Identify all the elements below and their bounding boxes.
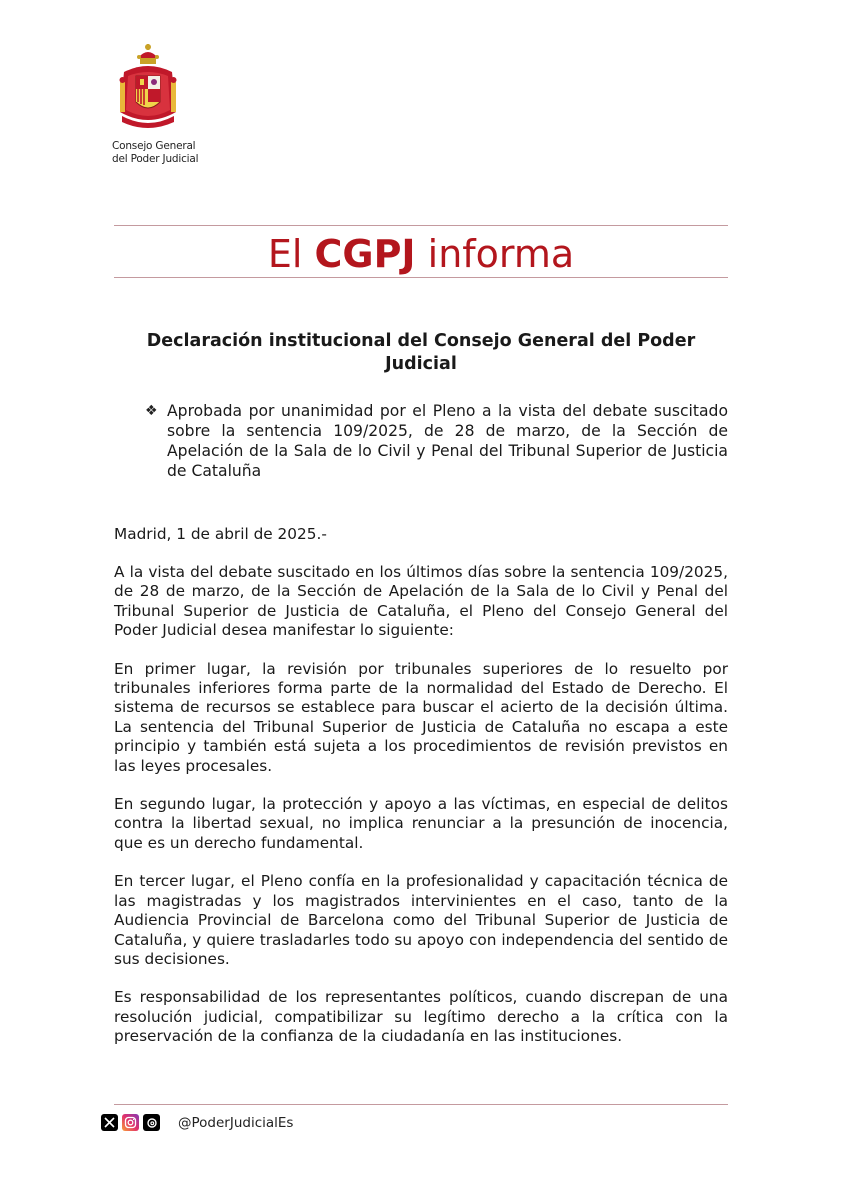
summary-bullet — [145, 401, 728, 481]
org-name-line2: del Poder Judicial — [112, 153, 199, 165]
banner-suffix: informa — [415, 232, 575, 276]
social-handle[interactable]: @PoderJudicialEs — [178, 1114, 294, 1131]
x-icon[interactable] — [101, 1114, 118, 1131]
paragraph: Es responsabilidad de los representantes políticos, cuando discrepan de una resolución judicial, compatibilizar su legítimo derecho a la crítica con la preservación de la confianza de la ciudadanía en las instituciones. — [114, 988, 728, 1046]
org-name-line1: Consejo General — [112, 140, 196, 152]
diamond-bullet-icon: ❖ — [145, 403, 158, 419]
banner-highlight: CGPJ — [314, 232, 416, 276]
paragraph: A la vista del debate suscitado en los últimos días sobre la sentencia 109/2025, de 28 de marzo, de la Sección de Apelación de la Sala de lo Civil y Penal del Tribunal Superior de Justicia de Cataluña, el Pleno del Consejo General del Poder Judicial desea manifestar lo siguiente: — [114, 563, 728, 640]
footer — [101, 1114, 293, 1131]
banner-prefix: El — [267, 232, 315, 276]
body-text — [114, 563, 728, 1066]
organization-name — [112, 140, 222, 166]
document-title: Declaración institucional del Consejo General del Poder Judicial — [146, 331, 696, 374]
coat-of-arms-icon — [116, 42, 180, 134]
paragraph: En tercer lugar, el Pleno confía en la profesionalidad y capacitación técnica de las magistradas y los magistrados intervinientes en el caso, tanto de la Audiencia Provincial de Barcelona como del Tribunal Superior de Justicia de Cataluña, y quiere trasladarles todo su apoyo con independencia del sentido de sus decisiones. — [114, 872, 728, 968]
paragraph: En segundo lugar, la protección y apoyo a las víctimas, en especial de delitos contra la libertad sexual, no implica renunciar a la presunción de inocencia, que es un derecho fundamental. — [114, 795, 728, 852]
banner-top-rule — [114, 225, 728, 226]
dateline: Madrid, 1 de abril de 2025.- — [114, 525, 327, 543]
cgpj-logo — [112, 42, 222, 166]
banner-bottom-rule — [114, 277, 728, 278]
threads-icon[interactable] — [143, 1114, 160, 1131]
instagram-icon[interactable] — [122, 1114, 139, 1131]
banner-heading — [114, 228, 728, 280]
footer-rule — [114, 1104, 728, 1105]
summary-text: Aprobada por unanimidad por el Pleno a la vista del debate suscitado sobre la sentencia 109/2025, de 28 de marzo, de la Sección de Apelación de la Sala de lo Civil y Penal del Tribunal Superior de Justicia de Cataluña — [167, 402, 728, 480]
paragraph: En primer lugar, la revisión por tribunales superiores de lo resuelto por tribunales inferiores forma parte de la normalidad del Estado de Derecho. El sistema de recursos se establece para buscar el acierto de la decisión última. La sentencia del Tribunal Superior de Justicia de Cataluña no escapa a este principio y también está sujeta a los procedimientos de revisión previstos en las leyes procesales. — [114, 659, 728, 775]
